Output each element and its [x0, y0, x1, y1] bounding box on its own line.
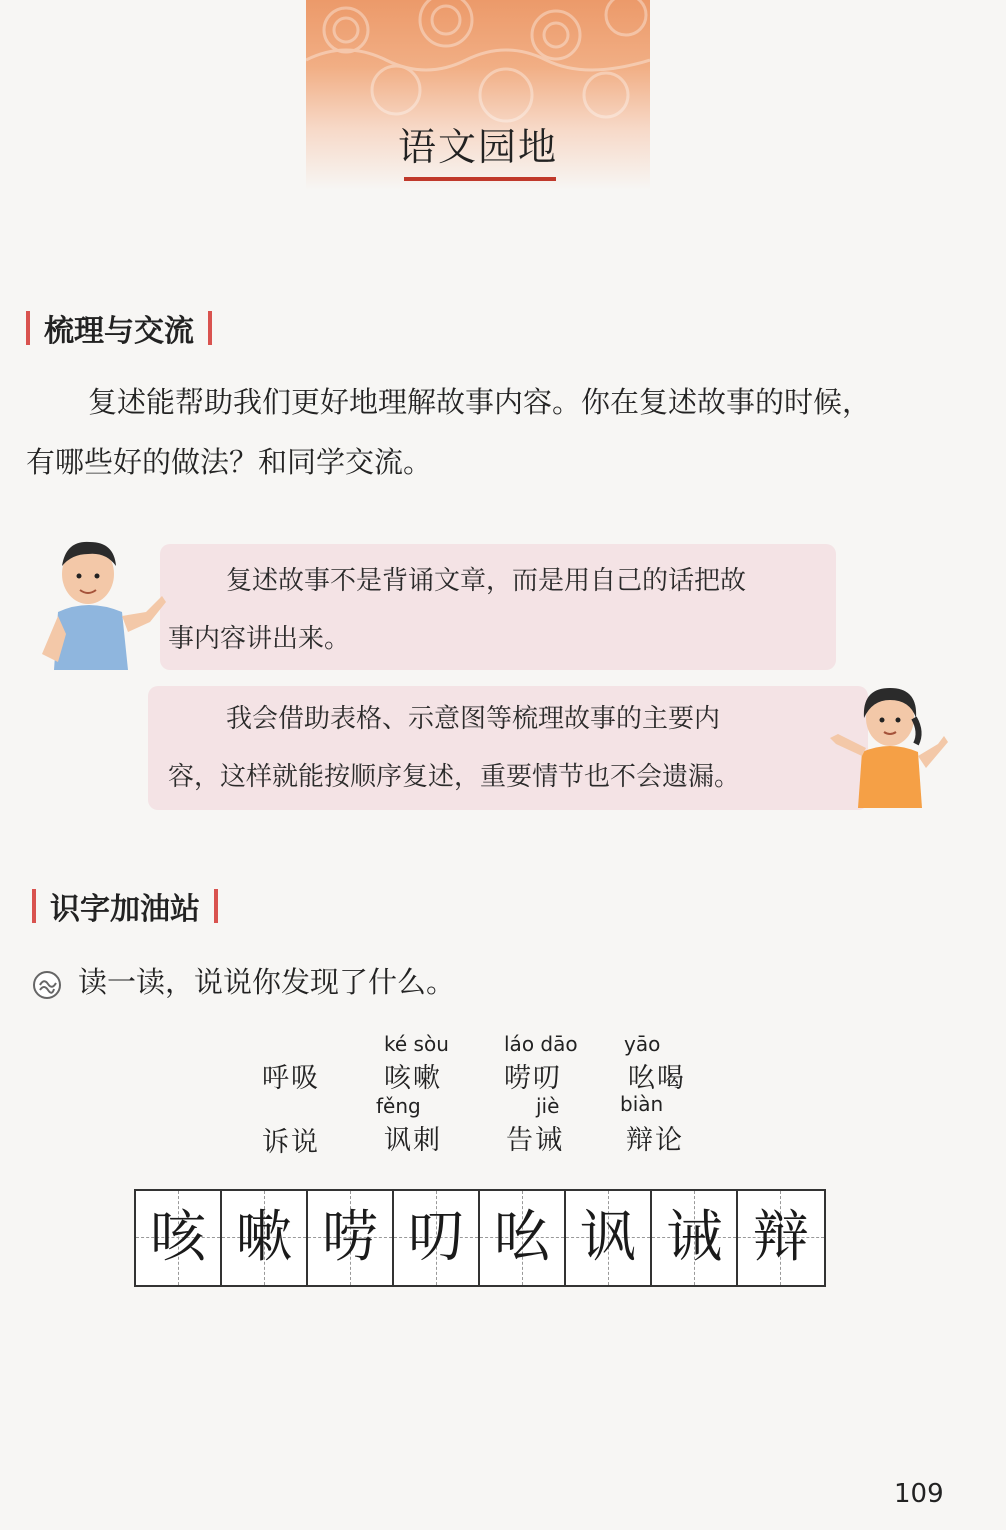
banner-pattern	[306, 0, 650, 130]
pinyin-laodao: láo dāo	[504, 1032, 578, 1056]
grid-character: 叨	[408, 1205, 464, 1270]
boy-avatar	[36, 536, 168, 672]
grid-character: 咳	[150, 1205, 206, 1270]
grid-cell	[136, 1191, 222, 1285]
grid-character: 讽	[580, 1205, 636, 1270]
character-writing-grid	[134, 1189, 826, 1287]
heading-bar-right	[214, 889, 218, 923]
pinyin-jie: jiè	[536, 1094, 560, 1118]
title-underline	[404, 177, 556, 181]
heading-bar-left	[26, 311, 30, 345]
page-title: 语文园地	[397, 125, 558, 169]
pinyin-bian: biàn	[620, 1092, 664, 1116]
pinyin-feng: fěng	[376, 1094, 421, 1118]
grid-cell	[480, 1191, 566, 1285]
girl-avatar	[826, 682, 950, 810]
heading-bar-left	[32, 889, 36, 923]
grid-cell	[566, 1191, 652, 1285]
grid-character: 唠	[322, 1205, 378, 1270]
bubble-line: 事内容讲出来。	[168, 624, 351, 654]
grid-cell	[652, 1191, 738, 1285]
grid-character: 嗽	[236, 1205, 292, 1270]
word-bianlun: 辩论	[626, 1125, 684, 1156]
section-heading-literacy	[32, 884, 218, 928]
grid-cell	[222, 1191, 308, 1285]
speech-bubble-boy	[160, 544, 836, 670]
word-huxi: 呼吸	[262, 1063, 320, 1094]
speech-bubble-girl	[148, 686, 868, 810]
word-sushuo: 诉说	[262, 1127, 320, 1158]
grid-cell	[394, 1191, 480, 1285]
word-fengci: 讽刺	[384, 1125, 442, 1156]
grid-character: 辩	[753, 1205, 809, 1270]
paragraph-line: 有哪些好的做法？和同学交流。	[26, 445, 433, 479]
read-aloud-icon	[32, 970, 62, 1000]
word-laodao: 唠叨	[504, 1063, 562, 1094]
grid-cell	[308, 1191, 394, 1285]
bubble-line: 我会借助表格、示意图等梳理故事的主要内	[226, 704, 721, 734]
section-heading-text: 识字加油站	[50, 892, 200, 927]
bubble-line: 容，这样就能按顺序复述，重要情节也不会遗漏。	[168, 762, 741, 792]
intro-paragraph	[26, 372, 986, 492]
pinyin-yao: yāo	[624, 1032, 661, 1056]
heading-bar-right	[208, 311, 212, 345]
section-heading-text: 梳理与交流	[44, 314, 194, 349]
section-heading-sort-exchange	[26, 306, 212, 350]
title-banner	[306, 0, 650, 190]
word-yaohe: 吆喝	[628, 1063, 686, 1094]
paragraph-line: 复述能帮助我们更好地理解故事内容。你在复述故事的时候，	[88, 385, 872, 419]
word-kesou: 咳嗽	[384, 1063, 442, 1094]
instruction-text: 读一读，说说你发现了什么。	[78, 965, 456, 999]
page-number: 109	[894, 1479, 944, 1509]
grid-character: 诫	[666, 1205, 722, 1270]
grid-cell	[738, 1191, 824, 1285]
bubble-line: 复述故事不是背诵文章，而是用自己的话把故	[226, 566, 747, 596]
word-gaojie: 告诫	[506, 1125, 564, 1156]
pinyin-kesou: ké sòu	[384, 1032, 449, 1056]
grid-character: 吆	[494, 1205, 550, 1270]
